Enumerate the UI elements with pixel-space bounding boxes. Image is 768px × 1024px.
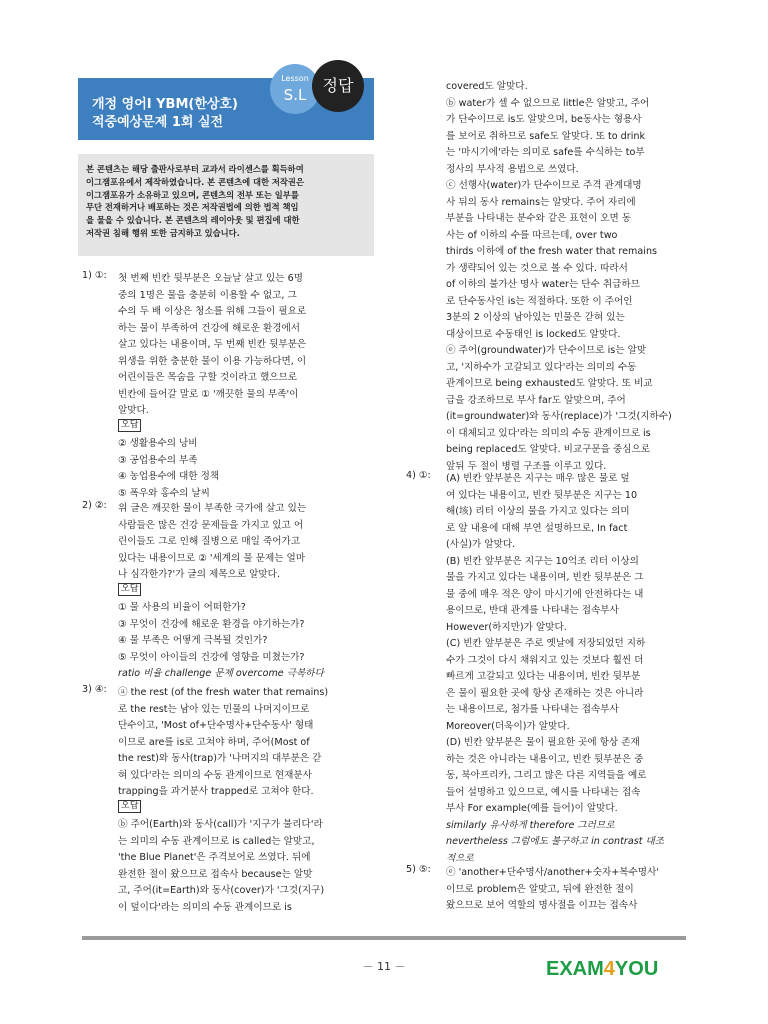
answer-line: 가 생략되어 있는 것으로 볼 수 있다. 따라서	[446, 262, 628, 274]
answer-line: 는 '마시기에'라는 의미로 safe를 수식하는 to부	[446, 147, 645, 158]
logo-text-right: YOU	[614, 958, 659, 980]
notice-line: 을 물을 수 있습니다. 본 콘텐츠의 레이아웃 및 편집에 대한	[86, 215, 300, 226]
answer-line: ⓒ 선행사(water)가 단수이므로 주격 관계대명	[446, 180, 642, 191]
answer-line: 위 글은 깨끗한 물이 부족한 국가에 살고 있는	[118, 503, 307, 514]
answer-line: 대상이므로 수동태인 is locked도 알맞다.	[446, 328, 621, 340]
vocabulary-line: ratio 비율 challenge 문제 overcome 극복하다	[118, 668, 324, 679]
answer-badge: 정답	[312, 60, 364, 112]
answer-line: 어린이들은 목숨을 구할 것이라고 했으므로	[118, 372, 298, 383]
wrong-answer-tag: 오답	[118, 419, 141, 432]
answer-line: ⓑ water가 셀 수 없으므로 little은 알맞고, 주어	[446, 97, 650, 109]
option-line: ⑤ 폭우와 홍수의 날씨	[118, 487, 210, 499]
answer-line: 는 내용이므로, 첨가를 나타내는 접속부사	[446, 704, 619, 715]
option-line: ④ 농업용수에 대한 정책	[118, 471, 220, 482]
answer-line: covered도 알맞다.	[446, 81, 528, 92]
answer-line: 고, 주어(it=Earth)와 동사(cover)가 '그것(지구)	[118, 885, 325, 896]
answer-line: 물을 가지고 있다는 내용이며, 빈칸 뒷부분은 그	[446, 572, 644, 583]
answer-line: (D) 빈칸 앞부분은 물이 필요한 곳에 항상 존재	[446, 737, 640, 748]
answer-line: 로 the rest는 남아 있는 민물의 나머지이므로	[118, 703, 310, 715]
answer-line: 알맞다.	[118, 405, 149, 416]
page-number: － 11 －	[362, 960, 406, 973]
wrong-answer-tag: 오답	[118, 800, 141, 813]
answer-line: Moreover(더욱이)가 알맞다.	[446, 720, 570, 732]
answer-line: being replaced도 알맞다. 비교구문을 중심으로	[446, 444, 651, 455]
lesson-value: S.L	[283, 86, 307, 104]
answer-line: 관계이므로 being exhausted도 알맞다. 또 비교	[446, 378, 653, 389]
notice-line: 이그잼포유에서 제작하였습니다. 본 콘텐츠에 대한 저작권은	[86, 176, 304, 187]
answer-line: 'the Blue Planet'은 주격보어로 쓰였다. 뒤에	[118, 852, 311, 863]
answer-line: 고, '지하수가 고갈되고 있다'라는 의미의 수동	[446, 361, 637, 373]
answer-line: ⓔ 'another+단수명사/another+숫자+복수명사'	[446, 867, 659, 878]
answer-line: (C) 빈칸 앞부분은 주로 옛날에 저장되었던 지하	[446, 638, 646, 649]
answer-line: 부사 For example(예를 들어)이 알맞다.	[446, 803, 618, 814]
answer-line: (A) 빈칸 앞부분은 지구는 매우 많은 물로 덮	[446, 473, 630, 484]
answer-line: 빈칸에 들어갈 말로 ① '깨끗한 물의 부족'이	[118, 388, 299, 400]
copyright-notice	[78, 154, 374, 256]
question-marker-5: 5) ⑤:	[406, 864, 431, 875]
question-marker-1: 1) ①:	[82, 270, 107, 281]
answer-line: 빠르게 고갈되고 있다는 내용이며, 빈칸 뒷부분	[446, 671, 641, 682]
answer-line: 단수이고, 'Most of+단수명사+단수동사' 형태	[118, 720, 314, 731]
answer-line: 이므로 are를 is로 고쳐야 하며, 주어(Most of	[118, 736, 310, 748]
vocabulary-line: 적으로	[446, 852, 474, 864]
notice-line: 이그잼포유가 소유하고 있으며, 콘텐츠의 전부 또는 일부를	[86, 189, 299, 200]
vocabulary-line: similarly 유사하게 therefore 그러므로	[446, 819, 615, 831]
answer-line: 들어 설명하고 있으므로, 예시를 나타내는 접속	[446, 786, 641, 798]
answer-line: ⓐ the rest (of the fresh water that remains)	[118, 687, 329, 698]
answer-line: 는 의미의 수동 관계이므로 is called는 알맞고,	[118, 835, 315, 847]
answer-line: 이 덮이다'라는 의미의 수동 관계이므로 is	[118, 901, 292, 913]
answer-line: 를 보어로 취하므로 safe도 알맞다. 또 to drink	[446, 130, 645, 142]
answer-line: 왔으므로 보어 역할의 명사절을 이끄는 접속사	[446, 900, 638, 911]
answer-line: of 이하의 불가산 명사 water는 단수 취급하므	[446, 279, 640, 290]
answer-line: 완전한 절이 왔으므로 접속사 because는 알맞	[118, 868, 313, 880]
answer-line: 사 뒤의 동사 remains는 알맞다. 주어 자리에	[446, 196, 636, 208]
answer-line: 위생을 위한 충분한 물이 이용 가능하다면, 이	[118, 355, 307, 367]
answer-line: 로 앞 내용에 대해 부연 설명하므로, In fact	[446, 522, 628, 534]
answer-line: 이 대체되고 있다'라는 의미의 수동 관계이므로 is	[446, 427, 651, 439]
answer-line: 급을 강조하므로 부사 far도 알맞으며, 주어	[446, 394, 626, 406]
notice-line: 본 콘텐츠는 해당 출판사로부터 교과서 라이센스를 획득하여	[86, 164, 304, 174]
answer-line: (사실)가 알맞다.	[446, 539, 516, 550]
answer-line: 첫 번째 빈칸 뒷부분은 오늘날 살고 있는 6명	[118, 273, 303, 284]
answer-line: 이므로 problem은 알맞고, 뒤에 완전한 절이	[446, 883, 634, 895]
footer-divider	[82, 936, 686, 940]
question-marker-4: 4) ①:	[406, 470, 431, 481]
lesson-label: Lesson	[281, 74, 309, 83]
logo-text-mid: 4	[603, 958, 615, 980]
answer-line: 물 중에 매우 적은 양이 마시기에 안전하다는 내	[446, 588, 644, 600]
answer-line: ⓑ 주어(Earth)와 동사(call)가 '지구가 불리다'라	[118, 819, 323, 830]
answer-line: 나 심각한가?'가 글의 제목으로 알맞다.	[118, 569, 280, 580]
answer-line: 하는 물이 부족하여 건강에 해로운 환경에서	[118, 322, 301, 334]
option-line: ③ 공업용수의 부족	[118, 454, 198, 466]
answer-line: 정사의 부사적 용법으로 쓰였다.	[446, 163, 579, 175]
answer-line: 동, 북아프리카, 그리고 많은 다른 지역들을 예로	[446, 770, 647, 781]
answer-line: 가 단수이므로 is도 알맞으며, be동사는 형용사	[446, 114, 642, 125]
answer-line: trapping을 과거분사 trapped로 고쳐야 한다.	[118, 786, 314, 797]
header-title-line1: 개정 영어I YBM(한상호)	[92, 97, 238, 112]
wrong-answer-tag: 오답	[118, 583, 141, 596]
header-title-line2: 적중예상문제 1회 실전	[92, 115, 224, 130]
answer-line: the rest)와 동사(trap)가 '나머지의 대부분은 갇	[118, 753, 322, 764]
answer-line: 혀 있다'라는 의미의 수동 관계이므로 현재분사	[118, 769, 312, 781]
option-line: ⑤ 무엇이 아이들의 건강에 영향을 미쳤는가?	[118, 651, 305, 663]
answer-line: (it=groundwater)와 동사(replace)가 '그것(지하수)	[446, 411, 672, 422]
answer-line: 은 물이 필요한 곳에 항상 존재하는 것은 아니라	[446, 687, 644, 699]
answer-line: 사는 of 이하의 수를 따르는데, over two	[446, 229, 618, 241]
option-line: ③ 무엇이 건강에 해로운 환경을 야기하는가?	[118, 618, 305, 630]
answer-line: However(하지만)가 알맞다.	[446, 621, 567, 633]
answer-line: 살고 있다는 내용이며, 두 번째 빈칸 뒷부분은	[118, 339, 307, 350]
answer-line: 있다는 내용이므로 ② '세계의 물 문제는 얼마	[118, 552, 306, 564]
answer-line: 부분을 나타내는 분수와 같은 표현이 오면 동	[446, 213, 632, 224]
answer-line: 린이들도 그로 인해 질병으로 매일 죽어가고	[118, 536, 301, 547]
vocabulary-line: nevertheless 그럼에도 불구하고 in contrast 대조	[446, 836, 665, 847]
answer-line: 사람들은 많은 건강 문제들을 가지고 있고 어	[118, 519, 304, 531]
answer-line: 용이므로, 반대 관계를 나타내는 접속부사	[446, 605, 619, 616]
answer-line: (B) 빈칸 앞부분은 지구는 10억조 리터 이상의	[446, 555, 639, 567]
brand-logo	[546, 958, 658, 981]
notice-line: 저작권 침해 행위 또한 금지하고 있습니다.	[86, 227, 240, 238]
question-marker-3: 3) ④:	[82, 684, 107, 695]
answer-line: 앞뒤 두 절이 병렬 구조를 이루고 있다.	[446, 460, 607, 472]
answer-line: ⓔ 주어(groundwater)가 단수이므로 is는 알맞	[446, 345, 647, 356]
option-line: ④ 물 부족은 어떻게 극복될 것인가?	[118, 635, 268, 646]
option-line: ① 물 사용의 비율이 어떠한가?	[118, 602, 246, 613]
answer-line: 해(垓) 리터 이상의 물을 가지고 있다는 의미	[446, 506, 630, 517]
answer-line: 여 있다는 내용이고, 빈칸 뒷부분은 지구는 10	[446, 489, 638, 501]
answer-line: 하는 것은 아니라는 내용이고, 빈칸 뒷부분은 중	[446, 753, 644, 765]
answer-line: 수가 그것이 다시 채워지고 있는 것보다 훨씬 더	[446, 654, 644, 666]
notice-line: 무단 전재하거나 배포하는 것은 저작권법에 의한 법적 책임	[86, 202, 299, 213]
answer-line: 3분의 2 이상의 남아있는 민물은 갇혀 있는	[446, 312, 625, 323]
answer-line: 로 단수동사인 is는 적절하다. 또한 이 주어인	[446, 295, 633, 307]
answer-line: thirds 이하에 of the fresh water that remains	[446, 246, 658, 257]
logo-text-left: EXAM	[546, 958, 604, 980]
answer-line: 수의 두 배 이상은 청소를 위해 그들이 필요로	[118, 306, 307, 317]
answer-line: 중의 1명은 물을 충분히 이용할 수 없고, 그	[118, 289, 297, 301]
question-marker-2: 2) ②:	[82, 500, 107, 511]
option-line: ② 생활용수의 낭비	[118, 438, 198, 449]
